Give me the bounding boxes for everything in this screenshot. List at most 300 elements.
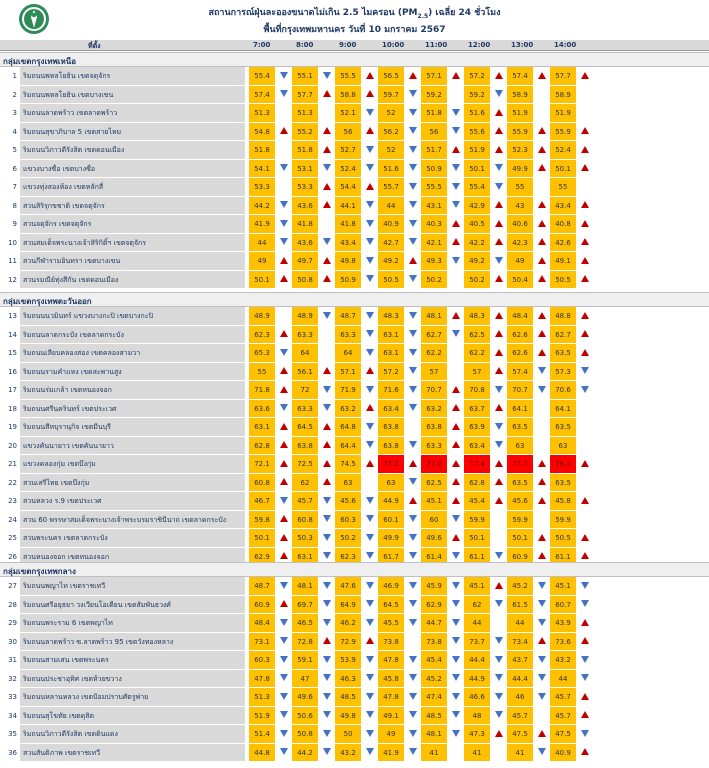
pm25-value: 62.6 [507,326,533,345]
pm25-value: 50.2 [464,271,490,290]
trend-down-icon [404,744,421,763]
pm25-value: 50.3 [292,529,318,548]
trend-up-icon [447,474,464,493]
pm25-value: 48.9 [249,307,275,326]
pm25-value: 56 [421,123,447,142]
trend-up-icon [490,363,507,382]
table-row [0,344,709,363]
station-name: ริมถนนสุโขทัย เขตดุสิต [20,707,245,726]
pm25-value: 74.5 [335,455,361,474]
trend-up-icon [490,67,507,86]
station-name: สวนพระนคร เขตลาดกระบัง [20,529,245,548]
trend-up-icon [275,381,292,400]
trend-up-icon [404,67,421,86]
pm25-value: 43.1 [421,197,447,216]
trend-up-icon [275,363,292,382]
trend-down-icon [404,577,421,596]
trend-down-icon [275,67,292,86]
table-row [0,511,709,530]
row-number: 20 [8,441,17,450]
pm25-value: 75.5 [378,455,404,474]
pm25-value: 63.3 [421,437,447,456]
row-number: 21 [8,460,17,468]
row-number: 28 [8,600,17,609]
pm25-value: 43.4 [335,234,361,253]
trend-down-icon [404,670,421,689]
pm25-value: 49.1 [378,707,404,726]
trend-down-icon [490,252,507,271]
pm25-value: 73.6 [550,633,576,652]
pm25-value: 63.1 [378,344,404,363]
trend-down-icon [447,651,464,670]
pm25-value: 55 [550,178,576,197]
pm25-value: 63.2 [335,400,361,419]
trend-up-icon [275,326,292,345]
pm25-value: 55.9 [507,123,533,142]
table-row [0,104,709,123]
pm25-value: 47.8 [249,670,275,689]
trend-cell [490,511,507,530]
trend-up-icon [318,418,335,437]
row-number: 14 [8,330,17,339]
pm25-value: 49.6 [421,529,447,548]
trend-down-icon [318,707,335,726]
pm25-value: 63 [335,474,361,493]
trend-down-icon [404,123,421,142]
pm25-value: 51.3 [249,104,275,123]
trend-up-icon [275,596,292,615]
pm25-value: 44.9 [378,492,404,511]
pm25-value: 64.5 [292,418,318,437]
pm25-value: 46.2 [335,614,361,633]
pm25-value: 64.4 [335,437,361,456]
pm25-value: 69.7 [292,596,318,615]
trend-cell [447,363,464,382]
time-header: 8:00 [296,41,314,49]
pm25-value: 51.8 [292,141,318,160]
pm25-value: 42.1 [421,234,447,253]
pm25-value: 52.4 [335,160,361,179]
trend-down-icon [275,725,292,744]
table-row [0,123,709,142]
trend-up-icon [533,215,550,234]
pm25-value: 50.1 [249,271,275,290]
trend-down-icon [533,596,550,615]
trend-up-icon [533,307,550,326]
pm25-value: 60.3 [335,511,361,530]
trend-up-icon [533,344,550,363]
station-name: ริมถนนลาดกระบัง เขตลาดกระบัง [20,326,245,345]
trend-cell [490,529,507,548]
trend-down-icon [318,160,335,179]
table-row [0,197,709,216]
trend-down-icon [404,400,421,419]
pm25-value: 40.9 [378,215,404,234]
trend-cell [275,178,292,197]
pm25-value: 57 [464,363,490,382]
group-title: กลุ่มเขตกรุงเทพตะวันออก [3,297,92,306]
trend-up-icon [576,160,593,179]
station-name: ริมถนนพหลโยธิน เขตจตุจักร [20,67,245,86]
trend-up-icon [576,215,593,234]
pm25-value: 44 [249,234,275,253]
pm25-value: 50.2 [335,529,361,548]
table-row [0,271,709,290]
trend-up-icon [490,234,507,253]
trend-cell [576,474,593,493]
pm25-value: 48.1 [421,307,447,326]
pm25-value: 63.3 [292,400,318,419]
trend-down-icon [447,511,464,530]
trend-down-icon [275,234,292,253]
pm25-value: 49.8 [335,252,361,271]
trend-up-icon [533,474,550,493]
trend-up-icon [447,418,464,437]
trend-cell [576,104,593,123]
trend-up-icon [318,455,335,474]
trend-up-icon [318,474,335,493]
pm25-value: 77.0 [421,455,447,474]
pm25-value: 42.6 [550,234,576,253]
station-name: สวน 60 พรรษาสมเด็จพระนางเจ้าพระบรมราชินีนาถ เขตลาดกระบัง [20,511,245,530]
pm25-value: 46.3 [335,670,361,689]
trend-up-icon [490,344,507,363]
trend-down-icon [447,178,464,197]
trend-cell [533,418,550,437]
pm25-value: 57.7 [292,86,318,105]
pm25-value: 57.4 [249,86,275,105]
table-row [0,437,709,456]
pm25-value: 40.6 [507,215,533,234]
pm25-value: 53.1 [292,160,318,179]
pm25-value: 45.7 [507,707,533,726]
pm25-value: 44.1 [335,197,361,216]
trend-up-icon [275,437,292,456]
pm25-value: 49 [507,252,533,271]
pm25-value: 63.8 [378,418,404,437]
trend-up-icon [490,492,507,511]
pm25-value: 50.8 [292,271,318,290]
pm25-value: 45.1 [421,492,447,511]
trend-up-icon [318,123,335,142]
station-name: สวนจตุจักร เขตจตุจักร [20,215,245,234]
pm25-value: 64.9 [335,596,361,615]
row-number: 12 [8,275,17,284]
trend-cell [490,614,507,633]
station-name: ริมถนนประชาอุทิศ เขตห้วยขวาง [20,670,245,689]
trend-up-icon [490,307,507,326]
trend-down-icon [318,744,335,763]
pm25-value: 63 [507,437,533,456]
pm25-value: 43.4 [550,197,576,216]
trend-down-icon [318,577,335,596]
trend-down-icon [318,492,335,511]
trend-down-icon [361,596,378,615]
trend-up-icon [576,234,593,253]
trend-down-icon [533,651,550,670]
trend-cell [404,418,421,437]
table-header [0,40,709,51]
trend-down-icon [361,651,378,670]
trend-cell [533,511,550,530]
station-name: ริมถนนศรีอยุธยา วงเวียนโอเดียน เขตสัมพันธวงศ์ [20,596,245,615]
table-row [0,688,709,707]
pm25-value: 56 [335,123,361,142]
trend-cell [318,104,335,123]
trend-up-icon [490,104,507,123]
trend-down-icon [275,160,292,179]
trend-cell [275,104,292,123]
row-number: 6 [12,164,17,173]
pm25-value: 64.1 [550,400,576,419]
pm25-value: 62.6 [507,344,533,363]
trend-down-icon [404,707,421,726]
pm25-value: 52 [378,141,404,160]
pm25-value: 49 [378,725,404,744]
pm25-value: 51.9 [507,104,533,123]
trend-cell [318,344,335,363]
pm25-value: 41.8 [292,215,318,234]
table-row [0,160,709,179]
trend-down-icon [576,363,593,382]
trend-down-icon [490,670,507,689]
trend-down-icon [318,307,335,326]
trend-up-icon [576,744,593,763]
trend-down-icon [275,744,292,763]
trend-down-icon [447,577,464,596]
pm25-value: 63.7 [464,400,490,419]
pm25-value: 55.1 [292,67,318,86]
trend-down-icon [404,326,421,345]
table-row [0,86,709,105]
trend-up-icon [533,455,550,474]
pm25-value: 51.7 [421,141,447,160]
trend-up-icon [404,252,421,271]
trend-up-icon [576,492,593,511]
pm25-value: 50 [335,725,361,744]
trend-up-icon [361,363,378,382]
trend-down-icon [533,744,550,763]
row-number: 9 [12,220,17,228]
trend-down-icon [447,123,464,142]
trend-up-icon [447,455,464,474]
trend-up-icon [576,529,593,548]
pm25-value: 60.8 [249,474,275,493]
row-number: 15 [8,349,17,357]
row-number: 22 [8,478,17,487]
pm25-value: 57.2 [464,67,490,86]
pm25-value: 60.9 [249,596,275,615]
pm25-value: 48.5 [335,688,361,707]
pm25-value: 45.7 [550,707,576,726]
pm25-value: 50.5 [378,271,404,290]
table-row [0,651,709,670]
pm25-value: 48.3 [464,307,490,326]
table-row [0,400,709,419]
trend-up-icon [447,215,464,234]
trend-up-icon [361,455,378,474]
pm25-value: 57.4 [507,363,533,382]
trend-down-icon [404,511,421,530]
pm25-value: 43.7 [507,651,533,670]
trend-down-icon [361,326,378,345]
pm25-value: 44 [507,614,533,633]
row-number: 24 [8,515,17,524]
pm25-value: 45.4 [464,492,490,511]
row-number: 26 [8,552,17,561]
pm25-value: 73.8 [378,633,404,652]
trend-down-icon [318,529,335,548]
pm25-value: 48.4 [249,614,275,633]
pm25-value: 61.1 [550,548,576,567]
trend-down-icon [576,596,593,615]
table-row [0,234,709,253]
pm25-value: 45.2 [507,577,533,596]
pm25-value: 46.5 [292,614,318,633]
pm25-value: 43.2 [335,744,361,763]
row-number: 29 [8,619,17,627]
pm25-value: 43.6 [292,234,318,253]
station-name: ริมถนนเลียบคลองสอง เขตคลองสามวา [20,344,245,363]
trend-down-icon [275,633,292,652]
trend-down-icon [447,104,464,123]
station-name: ริมถนนสามเสน เขตพระนคร [20,651,245,670]
trend-up-icon [533,529,550,548]
pm25-value: 72.9 [335,633,361,652]
station-name: แขวงคันนายาว เขตคันนายาว [20,437,245,456]
trend-down-icon [275,197,292,216]
trend-up-icon [447,437,464,456]
trend-down-icon [275,344,292,363]
row-number: 18 [8,404,17,413]
trend-down-icon [404,688,421,707]
trend-down-icon [404,474,421,493]
trend-down-icon [447,707,464,726]
pm25-value: 55.5 [421,178,447,197]
trend-down-icon [490,651,507,670]
pm25-value: 64 [292,344,318,363]
row-number: 11 [8,257,17,265]
pm25-value: 71.9 [335,381,361,400]
trend-up-icon [490,215,507,234]
pm25-value: 52.4 [550,141,576,160]
pm25-value: 70.6 [550,381,576,400]
trend-up-icon [490,271,507,290]
pm25-value: 40.8 [550,215,576,234]
trend-up-icon [533,141,550,160]
trend-down-icon [361,271,378,290]
pm25-value: 71.8 [249,381,275,400]
trend-cell [576,418,593,437]
pm25-value: 44 [378,197,404,216]
trend-down-icon [361,614,378,633]
station-name: ริมถนนลาดพร้าว ซ.ลาดพร้าว 95 เขตวังทองหลาง [20,633,245,652]
pm25-value: 41 [464,744,490,763]
pm25-value: 40.3 [421,215,447,234]
trend-down-icon [490,437,507,456]
pm25-value: 77.4 [464,455,490,474]
pm25-value: 49.3 [421,252,447,271]
pm25-value: 63.5 [550,344,576,363]
trend-down-icon [318,511,335,530]
pm25-value: 55.4 [464,178,490,197]
trend-up-icon [275,474,292,493]
pm25-value: 43.6 [292,197,318,216]
pm25-value: 63.8 [292,437,318,456]
trend-up-icon [361,123,378,142]
pm25-value: 42.2 [464,234,490,253]
trend-cell [576,178,593,197]
pm25-value: 55.2 [292,123,318,142]
pm25-value: 46.6 [464,688,490,707]
table-row [0,670,709,689]
trend-down-icon [361,437,378,456]
pm25-value: 41.9 [249,215,275,234]
pm25-value: 62.9 [249,548,275,567]
table-row [0,67,709,86]
trend-down-icon [404,141,421,160]
pm25-value: 50.4 [507,271,533,290]
trend-down-icon [361,252,378,271]
time-header: 10:00 [382,41,405,49]
pm25-value: 51.6 [464,104,490,123]
pm25-value: 52.3 [507,141,533,160]
trend-down-icon [318,400,335,419]
group-title: กลุ่มเขตกรุงเทพกลาง [3,567,76,576]
pm25-value: 50.9 [335,271,361,290]
trend-down-icon [533,688,550,707]
pm25-value: 57.1 [421,67,447,86]
trend-up-icon [447,400,464,419]
trend-down-icon [490,688,507,707]
pm25-value: 59.8 [249,511,275,530]
trend-down-icon [404,178,421,197]
pm25-value: 48.7 [335,307,361,326]
pm25-value: 70.7 [507,381,533,400]
pm25-value: 54.1 [249,160,275,179]
trend-cell [275,307,292,326]
trend-down-icon [404,234,421,253]
trend-down-icon [447,633,464,652]
station-name: สวนสิริรุกขชาติ เขตจตุจักร [20,197,245,216]
trend-up-icon [447,234,464,253]
pm25-value: 49.9 [507,160,533,179]
trend-down-icon [576,670,593,689]
station-name: ริมถนนนวมินทร์ แขวงบางกะปิ เขตบางกะปิ [20,307,245,326]
trend-cell [576,400,593,419]
pm25-value: 46 [507,688,533,707]
pm25-value: 64.5 [378,596,404,615]
pm25-value: 57.1 [335,363,361,382]
pm25-value: 40.5 [464,215,490,234]
trend-up-icon [490,141,507,160]
trend-up-icon [318,141,335,160]
trend-up-icon [533,197,550,216]
pm25-value: 57.7 [550,67,576,86]
trend-down-icon [318,651,335,670]
trend-up-icon [275,511,292,530]
trend-down-icon [533,577,550,596]
station-name: ริมถนนร่มเกล้า เขตหนองจอก [20,381,245,400]
trend-up-icon [576,141,593,160]
trend-down-icon [404,596,421,615]
trend-down-icon [361,492,378,511]
pm25-value: 44 [550,670,576,689]
pm25-value: 41.9 [378,744,404,763]
row-number: 23 [8,497,17,505]
station-name: สวนสันติภาพ เขตราชเทวี [20,744,245,763]
pm25-value: 44.2 [249,197,275,216]
